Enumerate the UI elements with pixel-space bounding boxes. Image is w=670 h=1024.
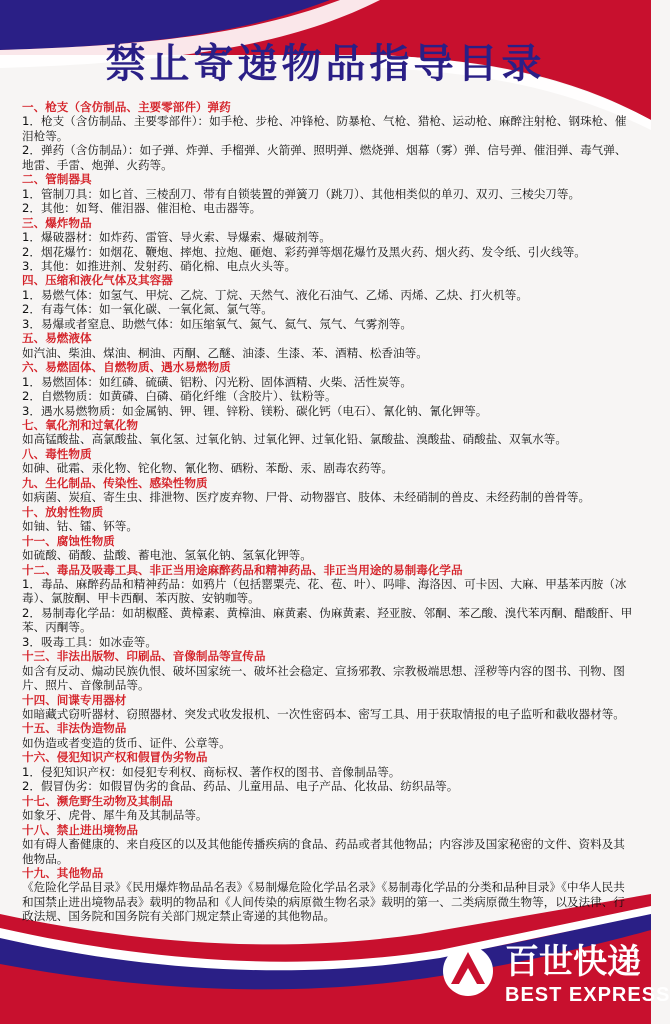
section-heading: 九、生化制品、传染性、感染性物质 [22, 475, 208, 490]
section-heading: 十六、侵犯知识产权和假冒伪劣物品 [22, 750, 208, 765]
item-text: 3．吸毒工具：如冰壶等。 [22, 634, 157, 649]
item-text: 1．毒品、麻醉药品和精神药品：如鸦片（包括罂粟壳、花、苞、叶）、吗啡、海洛因、可卡因、大麻、甲基苯丙胺（冰毒）、氯胺酮、甲卡西酮、苯丙胺、安钠咖等。 [22, 576, 627, 606]
item-text: 2．自燃物质：如黄磷、白磷、硝化纤维（含胶片）、钛粉等。 [22, 389, 337, 404]
brand-logo-block [431, 940, 670, 1020]
best-express-logo-icon [441, 944, 495, 998]
item-text: 如高锰酸盐、高氯酸盐、氧化氢、过氧化钠、过氧化钾、过氧化铅、氯酸盐、溴酸盐、硝酸盐、双氧水等。 [22, 432, 567, 447]
item-text: 如有碍人畜健康的、来自疫区的以及其他能传播疾病的食品、药品或者其他物品；内容涉及国家秘密的文件、资料及其他物品。 [22, 837, 625, 866]
item-text: 1．侵犯知识产权：如侵犯专利权、商标权、著作权的图书、音像制品等。 [22, 764, 401, 779]
item-text: 如伪造或者变造的货币、证件、公章等。 [22, 735, 231, 750]
section-heading: 十七、濒危野生动物及其制品 [22, 793, 173, 808]
section-heading: 二、管制器具 [22, 172, 92, 187]
item-text: 如砷、砒霜、汞化物、铊化物、氰化物、硒粉、苯酚、汞、剧毒农药等。 [22, 461, 394, 476]
item-text: 2．烟花爆竹：如烟花、鞭炮、摔炮、拉炮、砸炮、彩药弹等烟花爆竹及黑火药、烟火药、发令纸、引火线等。 [22, 244, 586, 259]
item-text: 如硫酸、硝酸、盐酸、蓄电池、氢氧化钠、氢氧化钾等。 [22, 548, 312, 563]
brand-name-cn: 百世快递 [505, 942, 641, 982]
item-text: 如病菌、炭疽、寄生虫、排泄物、医疗废弃物、尸骨、动物器官、肢体、未经硝制的兽皮、未经药制的兽骨等。 [22, 490, 591, 505]
item-text: 《危险化学品目录》《民用爆炸物品品名表》《易制爆危险化学品名录》《易制毒化学品的分类和品种目录》《中华人民共和国禁止进出境物品表》载明的物品和《人间传染的病原微生物名录》载明的第一、二类病原微生物等，以及法律、行政法规、国务院和国务院有关部门规定禁止寄递的其他物品。 [22, 880, 625, 924]
item-text: 1．易燃固体：如红磷、硫磺、铝粉、闪光粉、固体酒精、火柴、活性炭等。 [22, 374, 412, 389]
section-heading: 五、易燃液体 [22, 331, 92, 346]
item-text: 2．弹药（含仿制品）：如子弹、炸弹、手榴弹、火箭弹、照明弹、燃烧弹、烟幕（雾）弹、信号弹、催泪弹、毒气弹、地雷、手雷、炮弹、火药等。 [22, 143, 627, 172]
item-text: 2．易制毒化学品：如胡椒醛、黄樟素、黄樟油、麻黄素、伪麻黄素、羟亚胺、邻酮、苯乙酸、溴代苯丙酮、醋酸酐、甲苯、丙酮等。 [22, 605, 633, 635]
section-heading: 一、枪支（含仿制品、主要零部件）弹药 [22, 100, 231, 114]
item-text: 3．其他：如推进剂、发射药、硝化棉、电点火头等。 [22, 258, 297, 273]
item-text: 如铀、钴、镭、钚等。 [22, 519, 138, 534]
brand-name-en: BEST EXPRESS [505, 984, 670, 1006]
item-text: 如暗藏式窃听器材、窃照器材、突发式收发报机、一次性密码本、密写工具、用于获取情报的电子监听和截收器材等。 [22, 707, 625, 722]
section-heading: 六、易燃固体、自燃物质、遇水易燃物质 [22, 360, 231, 375]
section-heading: 十三、非法出版物、印刷品、音像制品等宣传品 [22, 649, 266, 664]
item-text: 如汽油、柴油、煤油、桐油、丙酮、乙醚、油漆、生漆、苯、酒精、松香油等。 [22, 345, 428, 360]
section-heading: 十九、其他物品 [22, 866, 104, 881]
item-text: 1．枪支（含仿制品、主要零部件）：如手枪、步枪、冲锋枪、防暴枪、气枪、猎枪、运动枪、麻醉注射枪、钢珠枪、催泪枪等。 [22, 114, 627, 143]
item-text: 1．爆破器材：如炸药、雷管、导火索、导爆索、爆破剂等。 [22, 230, 331, 245]
section-heading: 十二、毒品及吸毒工具、非正当用途麻醉药品和精神药品、非正当用途的易制毒化学品 [22, 562, 463, 577]
item-text: 1．易燃气体：如氢气、甲烷、乙烷、丁烷、天然气、液化石油气、乙烯、丙烯、乙炔、打火机等。 [22, 287, 528, 302]
section-heading: 八、毒性物质 [22, 446, 92, 461]
item-text: 3．遇水易燃物质：如金属钠、钾、锂、锌粉、镁粉、碳化钙（电石）、氰化钠、氰化钾等。 [22, 403, 488, 418]
section-heading: 十四、间谍专用器材 [22, 692, 127, 707]
section-heading: 十五、非法伪造物品 [22, 721, 127, 736]
item-text: 1．管制刀具：如匕首、三棱刮刀、带有自锁装置的弹簧刀（跳刀）、其他相类似的单刃、双刃、三棱尖刀等。 [22, 186, 581, 201]
item-text: 2．假冒伪劣：如假冒伪劣的食品、药品、儿童用品、电子产品、化妆品、纺织品等。 [22, 779, 459, 794]
poster-title: 禁止寄递物品指导目录 [105, 41, 546, 87]
section-heading: 十一、腐蚀性物质 [22, 533, 115, 548]
item-text: 2．有毒气体：如一氧化碳、一氧化氮、氯气等。 [22, 302, 273, 317]
item-text: 2．其他：如弩、催泪器、催泪枪、电击器等。 [22, 201, 262, 216]
section-heading: 四、压缩和液化气体及其容器 [22, 273, 173, 288]
section-heading: 三、爆炸物品 [22, 215, 92, 230]
section-heading: 十八、禁止进出境物品 [22, 822, 138, 837]
section-heading: 十、放射性物质 [22, 504, 104, 519]
catalog-content [22, 100, 634, 924]
item-text: 如含有反动、煽动民族仇恨、破坏国家统一、破坏社会稳定、宣扬邪教、宗教极端思想、淫秽等内容的图书、刊物、图片、照片、音像制品等。 [22, 663, 625, 693]
item-text: 如象牙、虎骨、犀牛角及其制品等。 [22, 808, 208, 823]
item-text: 3．易爆或者窒息、助燃气体：如压缩氧气、氮气、氦气、氖气、气雾剂等。 [22, 316, 412, 331]
section-heading: 七、氧化剂和过氧化物 [22, 417, 138, 432]
